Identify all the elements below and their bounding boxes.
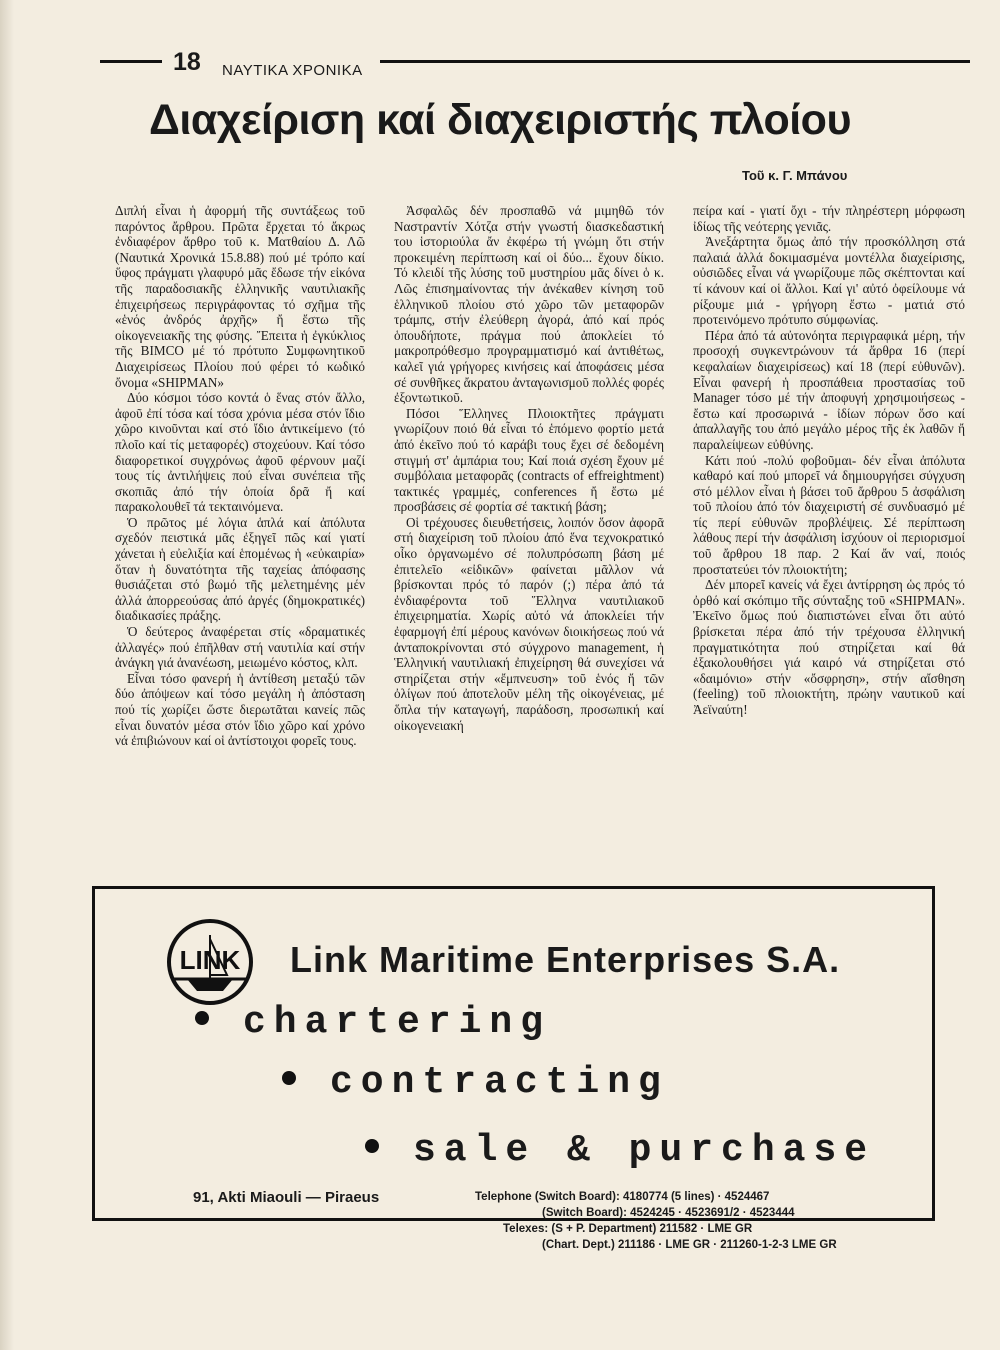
logo-text: LINK xyxy=(179,945,241,975)
paragraph: Κάτι πού -πολύ φοβοῦμαι- δέν εἶναι ἀπόλυτα καθαρό καί πού μπορεῖ νά δημιουργήσει σύγχυση στό μέλλον εἶναι ἡ βάσει τοῦ ἄρθρου 5 ἀσφάλιση τοῦ πλοίου ἀπό τόν διαχειριστή σέ συνδυασμό μέ τίς περί εὐθυνῶν προβλέψεις. Σέ περίπτωση λάθους περί τήν ἀσφάλιση ἰσχύουν οἱ περιορισμοί τοῦ ἄρθρου 18 παρ. 2 Καί ἄν ναί, ποιός προστατεύει τόν πλοιοκτήτη; xyxy=(693,452,965,577)
article-column-1 xyxy=(115,203,365,749)
publication-name: ΝΑΥΤΙΚΑ ΧΡΟΝΙΚΑ xyxy=(222,62,363,79)
paragraph: Πέρα ἀπό τά αὐτονόητα περιγραφικά μέρη, τήν προσοχή συγκεντρώνουν τά ἄρθρα 16 (περί κεφαλαίων διαχειρίσεως) καί 18 (περί εὐθυνῶν). Εἶναι φανερή ἡ προσπάθεια προστασίας τοῦ Manager τόσο μέ τήν ἀποφυγή χρησιμοιήσεως - ἔστω καί προσωρινά - ἰδίων πόρων ὅσο καί ἀπαλλαγῆς του ἀπό μεγάλο μέρος τῆς ἐκ λαθῶν ἤ παραλείψεων εὐθύνης. xyxy=(693,327,965,452)
paragraph: Ἀσφαλῶς δέν προσπαθῶ νά μιμηθῶ τόν Ναστραντίν Χότζα στήν γνωστή διασκεδαστική του ἱστοριούλα ἄν ἐκφέρω τή γνώμη ὅτι στήν προκειμένη περίπτωση καί οἱ δύο... ἔχουν δίκιο. Τό κλειδί τῆς λύσης τοῦ μυστηρίου μᾶς δίνει ὁ κ. Λῶς ἐπισημαίνοντας τήν ἀνέκαθεν κίνηση τοῦ ἑλληνικοῦ πλοίου στό χῶρο τῶν μεταφορῶν τράμπς, στήν ἐλεύθερη ἀγορά, ἀπό καί πρός ὁπουδήποτε, πράγμα πού ἀποκλείει τό μακροπρόθεσμο προγραμματισμό καί ἀντιθέτως, καλεῖ γιά γρήγορες κινήσεις καί ἀποφάσεις μέσα σέ συνθῆκες ἄκρατου ἀνταγωνισμοῦ πολλές φορές ἐξοντωτικοῦ. xyxy=(394,203,664,406)
link-logo xyxy=(165,917,255,1007)
paragraph: Ὁ δεύτερος ἀναφέρεται στίς «δραματικές ἀλλαγές» πού ἐπῆλθαν στή ναυτιλία καί στήν ἀνάγκη γιά ἀνανέωση, μειωμένο κόστος, κλπ. xyxy=(115,624,365,671)
paragraph: Δύο κόσμοι τόσο κοντά ὁ ἕνας στόν ἄλλο, ἀφοῦ ἐπί τόσα καί τόσα χρόνια μέσα στόν ἴδιο χῶρο κινοῦνται καί στό ἴδιο ἀντικείμενο (τό πλοῖο καί τίς μεταφορές) στοχεύουν. Καί τόσο διαφορετικοί συγχρόνως ἀφοῦ φέρνουν μαζί τους τίς ἀντιλήψεις πού εἶναι συνέπεια τῆς σκοπιᾶς ἀπό τήν ὁποία δρᾶ ἤ καί παρακολουθεῖ τά τεκταινόμενα. xyxy=(115,390,365,515)
paragraph: Διπλή εἶναι ἡ ἀφορμή τῆς συντάξεως τοῦ παρόντος ἄρθρου. Πρῶτα ἔρχεται τό ἄκρως ἐνδιαφέρον ἄρθρο τοῦ κ. Ματθαίου Δ. Λῶ (Ναυτικά Χρονικά 15.8.88) πού μέ τρόπο καί ὕφος πράγματι γλαφυρό μᾶς ἔδωσε τήν εἰκόνα τῆς παραδοσιακῆς ἑλληνικῆς ναυτιλιακῆς ἐπιχειρήσεως περιγράφοντας τό σχῆμα τῆς «ἑνός ἀνδρός ἀρχῆς» ἤ ἔστω τῆς οἰκογενειακῆς της φύσης. Ἔπειτα ἡ ἐγκύκλιος τῆς BIMCO μέ τό πρότυπο Συμφωνητικοῦ Διαχειρίσεως Πλοίου πού φέρει τό κωδικό ὄνομα «SHIPMAN» xyxy=(115,203,365,390)
bullet-icon xyxy=(282,1071,296,1085)
article-title: Διαχείριση καί διαχειριστής πλοίου xyxy=(149,96,851,144)
chartering-telex-line: (Chart. Dept.) 211186 · LME GR · 211260-1-2-3 LME GR xyxy=(542,1239,837,1251)
telephone-line: Telephone (Switch Board): 4180774 (5 lines) · 4524467 xyxy=(475,1191,770,1203)
service-item xyxy=(195,1001,551,1044)
paragraph: Δέν μπορεῖ κανείς νά ἔχει ἀντίρρηση ὡς πρός τό ὀρθό καί σκόπιμο τῆς σύνταξης τοῦ «SHIPMAN». Ἐκεῖνο ὅμως πού διαπιστώνει εἶναι ὅτι αὐτό βρίσκεται πέρα ἀπό τήν τρέχουσα ἑλληνική πραγματικότητα πού στηρίζεται καί θά ἐξακολουθήσει γιά καιρό νά στηρίζεται στό «δαιμόνιο» στήν «ὄσφρηση», στήν αἴσθηση (feeling) τοῦ πλοιοκτήτη, πρώην ναυτικοῦ καί Ἀεϊναύτη! xyxy=(693,577,965,717)
article-column-3 xyxy=(693,203,965,718)
header-rule-left xyxy=(100,60,162,63)
article-column-2 xyxy=(394,203,664,733)
service-label: sale & purchase xyxy=(413,1129,876,1172)
service-label: contracting xyxy=(330,1061,669,1104)
company-address: 91, Akti Miaouli — Piraeus xyxy=(193,1189,380,1206)
advertisement xyxy=(92,886,935,1251)
bullet-icon xyxy=(195,1011,209,1025)
service-label: chartering xyxy=(243,1001,552,1044)
paragraph: Ἀνεξάρτητα ὅμως ἀπό τήν προσκόλληση στά παλαιά ἀλλά δοκιμασμένα μοντέλλα διαχείρισης, οὐσιῶδες εἶναι νά γνωρίζουμε πῶς σκέπτονται καί τί κάνουν καί οἱ ἄλλοι. Καί γι' αὐτό ὀφείλουμε νά ρίξουμε μιά - γρήγορη ἔστω - ματιά στό προτεινόμενο πρότυπο σύμφωνίας. xyxy=(693,234,965,328)
page-edge-shadow xyxy=(0,0,14,1350)
bullet-icon xyxy=(365,1139,379,1153)
company-name: Link Maritime Enterprises S.A. xyxy=(290,939,841,980)
telex-line: Telexes: (S + P. Department) 211582 · LME GR xyxy=(503,1223,753,1235)
paragraph: Οἱ τρέχουσες διευθετήσεις, λοιπόν ὅσον ἀφορᾶ στή διαχείριση τοῦ πλοίου ἀπό ἕνα τεχνοκρατικό οἶκο ὀργανωμένο σέ πολυπρόσωπη βάση μέ ἐπιτελεῖο «εἰδικῶν» φαίνεται μᾶλλον νά βρίσκονται πρός τό παρόν (;) πέρα ἀπό τά ἐνδιαφέροντα τοῦ Ἕλληνα ναυτιλιακοῦ ἐπιχειρηματία. Χωρίς αὐτό νά ἀποκλείει τήν ἐφαρμογή ἐπί μέρους κανόνων διοικήσεως πού νά ἀνταποκρίνονται στό σύγχρονο management, ἡ Ἑλληνική ναυτιλιακή ἐπιχείρηση θά συνεχίσει νά στηρίζεται στήν «ἔμπνευση» τοῦ ἑνός ἤ τῶν ὀλίγων πού ἀποτελοῦν μέλη τῆς οἰκογένειας, μέ ὅπλα τήν καταγωγή, παράδοση, προσωπική καί οἰκογενειακή xyxy=(394,514,664,733)
paragraph: Εἶναι τόσο φανερή ἡ ἀντίθεση μεταξύ τῶν δύο ἀπόψεων καί τόσο μεγάλη ἡ ἀπόσταση πού τίς χωρίζει ὥστε διερωτᾶται κανείς πῶς εἶναι δυνατόν μέσα στόν ἴδιο χῶρο καί χρόνο νά ἐπιβιώνουν καί οἱ ἀντίστοιχοι φορεῖς τους. xyxy=(115,670,365,749)
header-rule-right xyxy=(380,60,970,63)
paragraph: Πόσοι Ἕλληνες Πλοιοκτῆτες πράγματι γνωρίζουν ποιό θά εἶναι τό ἑπόμενο φορτίο μετά ἀπό ἐκεῖνο πού τό καράβι τους ἔχει σέ δεδομένη στιγμή στ' ἀμπάρια του; Καί ποιά σχέση ἔχουν μέ συμβόλαια μεταφορᾶς (contracts of effreightment) τακτικές γραμμές, conferences ἤ ἔστω μέ προσβάσεις σέ φορτία σέ τακτική βάση; xyxy=(394,405,664,515)
service-item xyxy=(365,1129,875,1172)
switch-board-line: (Switch Board): 4524245 · 4523691/2 · 4523444 xyxy=(542,1207,795,1219)
contact-details xyxy=(475,1189,837,1253)
page-number: 18 xyxy=(173,48,201,76)
article-byline: Τοῦ κ. Γ. Μπάνου xyxy=(742,168,848,183)
service-item xyxy=(282,1061,669,1104)
paragraph: πείρα καί - γιατί ὄχι - τήν πληρέστερη μόρφωση ἰδίως τῆς νεότερης γενιᾶς. xyxy=(693,203,965,234)
paragraph: Ὁ πρῶτος μέ λόγια ἁπλά καί ἀπόλυτα σχεδόν πειστικά μᾶς ἐξηγεῖ πῶς καί γιατί χάνεται ἡ εὐελιξία καί ἑπομένως ἡ «εὐκαιρία» ὅταν ἡ δυνατότητα τῆς ταχείας ἀπόφασης θυσιάζεται στό βωμό τῆς μελετημένης μέν ἀλλά ἀπορρεούσας ἀπό ἀργές (δημοκρατικές) διαδικασίες πράξης. xyxy=(115,514,365,624)
